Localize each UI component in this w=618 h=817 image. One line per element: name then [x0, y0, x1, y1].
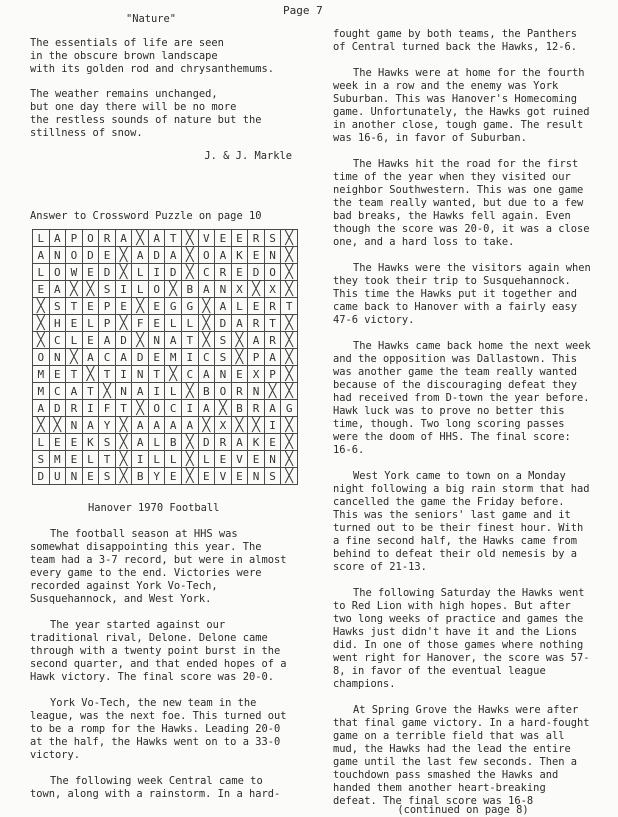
- crossword-letter: N: [148, 332, 165, 349]
- crossword-letter: O: [82, 230, 99, 247]
- crossword-letter: L: [66, 332, 83, 349]
- crossword-letter: S: [264, 468, 281, 485]
- crossword-letter: R: [264, 298, 281, 315]
- crossword-letter: W: [66, 264, 83, 281]
- crossword-letter: S: [99, 434, 116, 451]
- crossword-letter: N: [248, 468, 265, 485]
- crossword-letter: E: [215, 230, 232, 247]
- crossword-letter: O: [148, 281, 165, 298]
- crossword-letter: L: [165, 383, 182, 400]
- crossword-black-square: ╳: [281, 349, 298, 366]
- crossword-letter: A: [33, 400, 50, 417]
- poem: [30, 37, 292, 163]
- crossword-black-square: ╳: [66, 281, 83, 298]
- crossword-letter: E: [33, 281, 50, 298]
- poem-stanza-1: The essentials of life are seen in the obscure brown landscape with its golden rod and chrysanthemums.: [30, 37, 274, 75]
- crossword-letter: F: [132, 315, 149, 332]
- crossword-letter: R: [248, 230, 265, 247]
- crossword-letter: E: [231, 230, 248, 247]
- crossword-letter: A: [198, 366, 215, 383]
- article-paragraph: York Vo-Tech, the new team in the league, was the next foe. This turned out to be a romp for the Hawks. Leading 20-0 at the half, the Hawks went on to a 33-0 victory.: [30, 697, 287, 761]
- crossword-letter: E: [231, 366, 248, 383]
- crossword-black-square: ╳: [182, 264, 199, 281]
- crossword-letter: E: [198, 468, 215, 485]
- crossword-row: [33, 366, 298, 383]
- crossword-black-square: ╳: [132, 400, 149, 417]
- crossword-letter: A: [66, 383, 83, 400]
- crossword-black-square: ╳: [231, 417, 248, 434]
- crossword-letter: K: [231, 247, 248, 264]
- crossword-letter: A: [115, 349, 132, 366]
- crossword-letter: N: [215, 366, 232, 383]
- crossword-letter: I: [148, 264, 165, 281]
- crossword-letter: B: [165, 434, 182, 451]
- crossword-black-square: ╳: [248, 417, 265, 434]
- continued-note: (continued on page 8): [397, 804, 529, 816]
- crossword-black-square: ╳: [49, 417, 66, 434]
- crossword-letter: I: [182, 400, 199, 417]
- crossword-black-square: ╳: [264, 383, 281, 400]
- article-paragraph: At Spring Grove the Hawks were after that final game victory. In a hard-fought game on a terrible field that was all mud, the Hawks had the lead the entire game until the last few seconds. Then a touchdown pass smashed the Hawks and handed them another heart-breaking defeat. The final score was 16-8: [333, 704, 590, 807]
- article-right-column: [333, 28, 593, 817]
- crossword-letter: O: [215, 383, 232, 400]
- crossword-letter: A: [165, 417, 182, 434]
- crossword-letter: L: [132, 281, 149, 298]
- crossword-letter: N: [66, 468, 83, 485]
- crossword-letter: A: [82, 349, 99, 366]
- crossword-letter: M: [33, 383, 50, 400]
- crossword-letter: E: [231, 264, 248, 281]
- crossword-black-square: ╳: [281, 434, 298, 451]
- crossword-row: [33, 298, 298, 315]
- crossword-letter: N: [132, 366, 149, 383]
- crossword-letter: E: [165, 468, 182, 485]
- crossword-letter: A: [132, 383, 149, 400]
- crossword-letter: D: [248, 264, 265, 281]
- crossword-letter: I: [182, 349, 199, 366]
- crossword-letter: N: [66, 417, 83, 434]
- crossword-letter: X: [264, 281, 281, 298]
- crossword-letter: E: [66, 315, 83, 332]
- crossword-letter: G: [281, 400, 298, 417]
- article-paragraph: The Hawks were the visitors again when they took their trip to Susquehannock. This time the Hawks put it together and came back to Hanover with a fairly easy 47-6 victory.: [333, 262, 591, 326]
- poem-stanza-2: The weather remains unchanged, but one day there will be no more the restless sounds of nature but the stillness of snow.: [30, 88, 262, 139]
- crossword-letter: O: [148, 400, 165, 417]
- crossword-letter: X: [248, 366, 265, 383]
- crossword-black-square: ╳: [66, 349, 83, 366]
- crossword-black-square: ╳: [33, 417, 50, 434]
- crossword-letter: E: [148, 298, 165, 315]
- crossword-black-square: ╳: [182, 468, 199, 485]
- crossword-letter: L: [82, 315, 99, 332]
- article-paragraph: The Hawks hit the road for the first time of the year when they visited our neighbor Southwestern. This was one game the team really wanted, but due to a few bad breaks, the Hawks fell again. Even though the score was 20-0, it was a close one, and a hard loss to take.: [333, 158, 590, 248]
- crossword-black-square: ╳: [99, 383, 116, 400]
- crossword-letter: D: [148, 247, 165, 264]
- article-paragraph: West York came to town on a Monday night following a big rain storm that had cancelled the game the Friday before. This was the seniors' last game and it turned out to be their finest hour. With a fine second half, the Hawks came from behind to defeat their old nemesis by a score of 21-13.: [333, 470, 590, 573]
- crossword-letter: A: [198, 281, 215, 298]
- crossword-black-square: ╳: [115, 417, 132, 434]
- crossword-black-square: ╳: [281, 332, 298, 349]
- crossword-black-square: ╳: [281, 366, 298, 383]
- crossword-letter: O: [66, 247, 83, 264]
- crossword-letter: N: [215, 281, 232, 298]
- crossword-letter: A: [49, 230, 66, 247]
- crossword-letter: F: [99, 400, 116, 417]
- crossword-letter: D: [33, 468, 50, 485]
- crossword-black-square: ╳: [281, 468, 298, 485]
- crossword-letter: E: [82, 468, 99, 485]
- crossword-letter: E: [115, 298, 132, 315]
- crossword-black-square: ╳: [231, 349, 248, 366]
- crossword-letter: L: [165, 315, 182, 332]
- crossword-letter: I: [264, 417, 281, 434]
- crossword-black-square: ╳: [281, 281, 298, 298]
- crossword-letter: R: [264, 332, 281, 349]
- crossword-letter: R: [99, 230, 116, 247]
- crossword-letter: L: [82, 451, 99, 468]
- crossword-letter: A: [231, 434, 248, 451]
- crossword-black-square: ╳: [198, 298, 215, 315]
- crossword-letter: D: [132, 349, 149, 366]
- crossword-letter: T: [66, 298, 83, 315]
- crossword-black-square: ╳: [115, 451, 132, 468]
- crossword-black-square: ╳: [115, 315, 132, 332]
- crossword-black-square: ╳: [281, 247, 298, 264]
- crossword-black-square: ╳: [198, 417, 215, 434]
- crossword-letter: E: [248, 247, 265, 264]
- crossword-black-square: ╳: [115, 247, 132, 264]
- crossword-letter: R: [248, 400, 265, 417]
- crossword-letter: R: [66, 400, 83, 417]
- crossword-letter: M: [49, 451, 66, 468]
- crossword-black-square: ╳: [165, 281, 182, 298]
- poem-title: "Nature": [126, 13, 177, 25]
- crossword-letter: C: [198, 349, 215, 366]
- crossword-letter: B: [182, 281, 199, 298]
- crossword-black-square: ╳: [33, 298, 50, 315]
- crossword-letter: E: [66, 434, 83, 451]
- crossword-letter: N: [264, 247, 281, 264]
- crossword-row: [33, 264, 298, 281]
- crossword-row: [33, 332, 298, 349]
- crossword-letter: A: [264, 400, 281, 417]
- crossword-black-square: ╳: [33, 332, 50, 349]
- crossword-letter: M: [165, 349, 182, 366]
- crossword-letter: S: [99, 468, 116, 485]
- crossword-letter: A: [115, 230, 132, 247]
- crossword-black-square: ╳: [281, 264, 298, 281]
- crossword-letter: V: [231, 451, 248, 468]
- crossword-letter: E: [99, 247, 116, 264]
- crossword-letter: P: [248, 349, 265, 366]
- crossword-black-square: ╳: [182, 247, 199, 264]
- crossword-grid: [30, 229, 298, 491]
- crossword-black-square: ╳: [182, 230, 199, 247]
- crossword-letter: V: [198, 230, 215, 247]
- crossword-letter: E: [248, 298, 265, 315]
- crossword-black-square: ╳: [115, 434, 132, 451]
- crossword-letter: R: [248, 315, 265, 332]
- crossword-letter: A: [132, 247, 149, 264]
- crossword-black-square: ╳: [281, 383, 298, 400]
- crossword-letter: S: [264, 230, 281, 247]
- crossword-letter: S: [49, 298, 66, 315]
- crossword-letter: C: [198, 264, 215, 281]
- crossword-letter: A: [215, 298, 232, 315]
- crossword-letter: O: [264, 264, 281, 281]
- crossword-row: [33, 468, 298, 485]
- crossword-black-square: ╳: [281, 230, 298, 247]
- crossword-black-square: ╳: [182, 434, 199, 451]
- crossword-letter: D: [99, 264, 116, 281]
- crossword-letter: E: [148, 315, 165, 332]
- crossword-letter: I: [115, 281, 132, 298]
- crossword-letter: D: [49, 400, 66, 417]
- crossword-letter: L: [182, 315, 199, 332]
- article-paragraph: The Hawks were at home for the fourth week in a row and the enemy was York Suburban. This was Hanover's Homecoming game. Unfortunately, the Hawks got ruined in another close, tough game. The result was 16-6, in favor of Suburban.: [333, 67, 590, 144]
- crossword-letter: A: [165, 332, 182, 349]
- crossword-letter: S: [33, 451, 50, 468]
- crossword-letter: D: [165, 264, 182, 281]
- crossword-row: [33, 230, 298, 247]
- crossword-letter: G: [182, 298, 199, 315]
- crossword-letter: L: [148, 434, 165, 451]
- crossword-letter: L: [33, 264, 50, 281]
- crossword-letter: I: [115, 366, 132, 383]
- crossword-letter: T: [115, 400, 132, 417]
- crossword-black-square: ╳: [115, 468, 132, 485]
- crossword-letter: N: [49, 247, 66, 264]
- article-paragraph: The year started against our traditional rival, Delone. Delone came through with a twenty point burst in the second quarter, and that ended hopes of a Hawk victory. The final score was 20-0.: [30, 619, 287, 683]
- crossword-letter: T: [82, 383, 99, 400]
- crossword-letter: A: [132, 417, 149, 434]
- crossword-letter: A: [215, 247, 232, 264]
- crossword-letter: A: [148, 230, 165, 247]
- crossword-letter: C: [49, 383, 66, 400]
- crossword-letter: E: [66, 451, 83, 468]
- crossword-table: [32, 229, 298, 485]
- crossword-letter: R: [215, 264, 232, 281]
- crossword-black-square: ╳: [281, 451, 298, 468]
- crossword-letter: T: [99, 366, 116, 383]
- crossword-black-square: ╳: [132, 230, 149, 247]
- crossword-letter: R: [215, 434, 232, 451]
- article-paragraph: fought game by both teams, the Panthers of Central turned back the Hawks, 12-6.: [333, 28, 577, 53]
- crossword-letter: T: [148, 366, 165, 383]
- crossword-letter: L: [198, 451, 215, 468]
- crossword-letter: E: [82, 298, 99, 315]
- crossword-letter: Y: [148, 468, 165, 485]
- crossword-row: [33, 247, 298, 264]
- crossword-letter: T: [264, 315, 281, 332]
- crossword-letter: O: [198, 247, 215, 264]
- crossword-letter: L: [33, 434, 50, 451]
- crossword-black-square: ╳: [82, 366, 99, 383]
- crossword-letter: E: [248, 451, 265, 468]
- crossword-letter: N: [49, 349, 66, 366]
- crossword-letter: C: [165, 400, 182, 417]
- crossword-letter: A: [182, 417, 199, 434]
- crossword-black-square: ╳: [281, 417, 298, 434]
- crossword-letter: E: [215, 451, 232, 468]
- crossword-letter: A: [198, 400, 215, 417]
- crossword-letter: L: [231, 298, 248, 315]
- crossword-letter: A: [165, 247, 182, 264]
- crossword-letter: D: [215, 315, 232, 332]
- crossword-letter: A: [231, 315, 248, 332]
- crossword-black-square: ╳: [82, 281, 99, 298]
- crossword-letter: A: [49, 281, 66, 298]
- crossword-letter: O: [33, 349, 50, 366]
- crossword-letter: N: [115, 383, 132, 400]
- crossword-letter: I: [82, 400, 99, 417]
- crossword-black-square: ╳: [182, 383, 199, 400]
- crossword-letter: L: [148, 451, 165, 468]
- crossword-letter: C: [99, 349, 116, 366]
- crossword-letter: A: [33, 247, 50, 264]
- poem-author: J. & J. Markle: [204, 150, 292, 162]
- crossword-heading: Answer to Crossword Puzzle on page 10: [30, 210, 262, 222]
- crossword-letter: E: [264, 434, 281, 451]
- crossword-letter: T: [182, 332, 199, 349]
- crossword-black-square: ╳: [198, 332, 215, 349]
- crossword-black-square: ╳: [248, 281, 265, 298]
- crossword-letter: R: [231, 383, 248, 400]
- crossword-black-square: ╳: [165, 366, 182, 383]
- crossword-letter: T: [66, 366, 83, 383]
- crossword-letter: S: [215, 332, 232, 349]
- crossword-row: [33, 451, 298, 468]
- article-paragraph: The football season at HHS was somewhat disappointing this year. The team had a 3-7 record, but were in almost every game to the end. Victories were recorded against York Vo-Tech, Susquehannock, and West York.: [30, 528, 287, 605]
- crossword-letter: E: [82, 264, 99, 281]
- crossword-letter: K: [248, 434, 265, 451]
- crossword-letter: K: [82, 434, 99, 451]
- crossword-letter: T: [99, 451, 116, 468]
- article-title: Hanover 1970 Football: [88, 502, 220, 514]
- crossword-row: [33, 349, 298, 366]
- crossword-letter: A: [82, 417, 99, 434]
- crossword-letter: E: [148, 349, 165, 366]
- crossword-letter: E: [49, 434, 66, 451]
- crossword-black-square: ╳: [132, 298, 149, 315]
- crossword-row: [33, 400, 298, 417]
- crossword-letter: I: [132, 451, 149, 468]
- crossword-black-square: ╳: [215, 400, 232, 417]
- crossword-letter: X: [215, 417, 232, 434]
- crossword-black-square: ╳: [281, 315, 298, 332]
- crossword-letter: P: [99, 315, 116, 332]
- crossword-letter: U: [49, 468, 66, 485]
- crossword-black-square: ╳: [33, 315, 50, 332]
- crossword-letter: L: [33, 230, 50, 247]
- article-paragraph: The following Saturday the Hawks went to Red Lion with high hopes. But after two long weeks of practice and games the Hawks just didn't have it and the Lions did. In one of those games where nothing went right for Hanover, the score was 57-8, in favor of the eventual league champions.: [333, 587, 590, 690]
- crossword-letter: A: [99, 332, 116, 349]
- crossword-letter: M: [33, 366, 50, 383]
- crossword-black-square: ╳: [182, 451, 199, 468]
- crossword-letter: D: [82, 247, 99, 264]
- crossword-letter: T: [165, 230, 182, 247]
- crossword-letter: N: [248, 383, 265, 400]
- crossword-letter: C: [49, 332, 66, 349]
- crossword-letter: B: [198, 383, 215, 400]
- crossword-letter: N: [264, 451, 281, 468]
- crossword-letter: C: [182, 366, 199, 383]
- crossword-letter: L: [165, 451, 182, 468]
- crossword-row: [33, 383, 298, 400]
- page-number: Page 7: [283, 4, 323, 17]
- crossword-letter: A: [132, 434, 149, 451]
- article-paragraph: The Hawks came back home the next week and the opposition was Dallastown. This was another game the team really wanted because of the discouraging defeat they had received from D-town the year before. Hawk luck was to prove no better this time, though. Two long scoring passes were the doom of HHS. The final score: 16-6.: [333, 340, 591, 456]
- crossword-letter: I: [148, 383, 165, 400]
- crossword-letter: B: [231, 400, 248, 417]
- crossword-letter: E: [82, 332, 99, 349]
- crossword-letter: A: [264, 349, 281, 366]
- crossword-letter: O: [49, 264, 66, 281]
- crossword-letter: B: [132, 468, 149, 485]
- crossword-letter: H: [49, 315, 66, 332]
- crossword-letter: S: [215, 349, 232, 366]
- crossword-letter: A: [248, 332, 265, 349]
- article-left-column: [30, 528, 290, 814]
- crossword-black-square: ╳: [132, 332, 149, 349]
- crossword-letter: G: [165, 298, 182, 315]
- article-paragraph: The following week Central came to town, along with a rainstorm. In a hard-: [30, 775, 281, 800]
- crossword-letter: P: [264, 366, 281, 383]
- crossword-letter: A: [148, 417, 165, 434]
- crossword-letter: Y: [99, 417, 116, 434]
- crossword-row: [33, 434, 298, 451]
- crossword-row: [33, 315, 298, 332]
- crossword-letter: D: [198, 434, 215, 451]
- crossword-letter: P: [99, 298, 116, 315]
- crossword-letter: T: [281, 298, 298, 315]
- crossword-black-square: ╳: [231, 332, 248, 349]
- crossword-letter: S: [99, 281, 116, 298]
- crossword-letter: L: [132, 264, 149, 281]
- crossword-letter: E: [49, 366, 66, 383]
- crossword-letter: V: [215, 468, 232, 485]
- crossword-black-square: ╳: [115, 264, 132, 281]
- crossword-row: [33, 281, 298, 298]
- crossword-letter: X: [231, 281, 248, 298]
- crossword-row: [33, 417, 298, 434]
- crossword-letter: E: [231, 468, 248, 485]
- crossword-letter: P: [66, 230, 83, 247]
- crossword-letter: D: [115, 332, 132, 349]
- crossword-black-square: ╳: [198, 315, 215, 332]
